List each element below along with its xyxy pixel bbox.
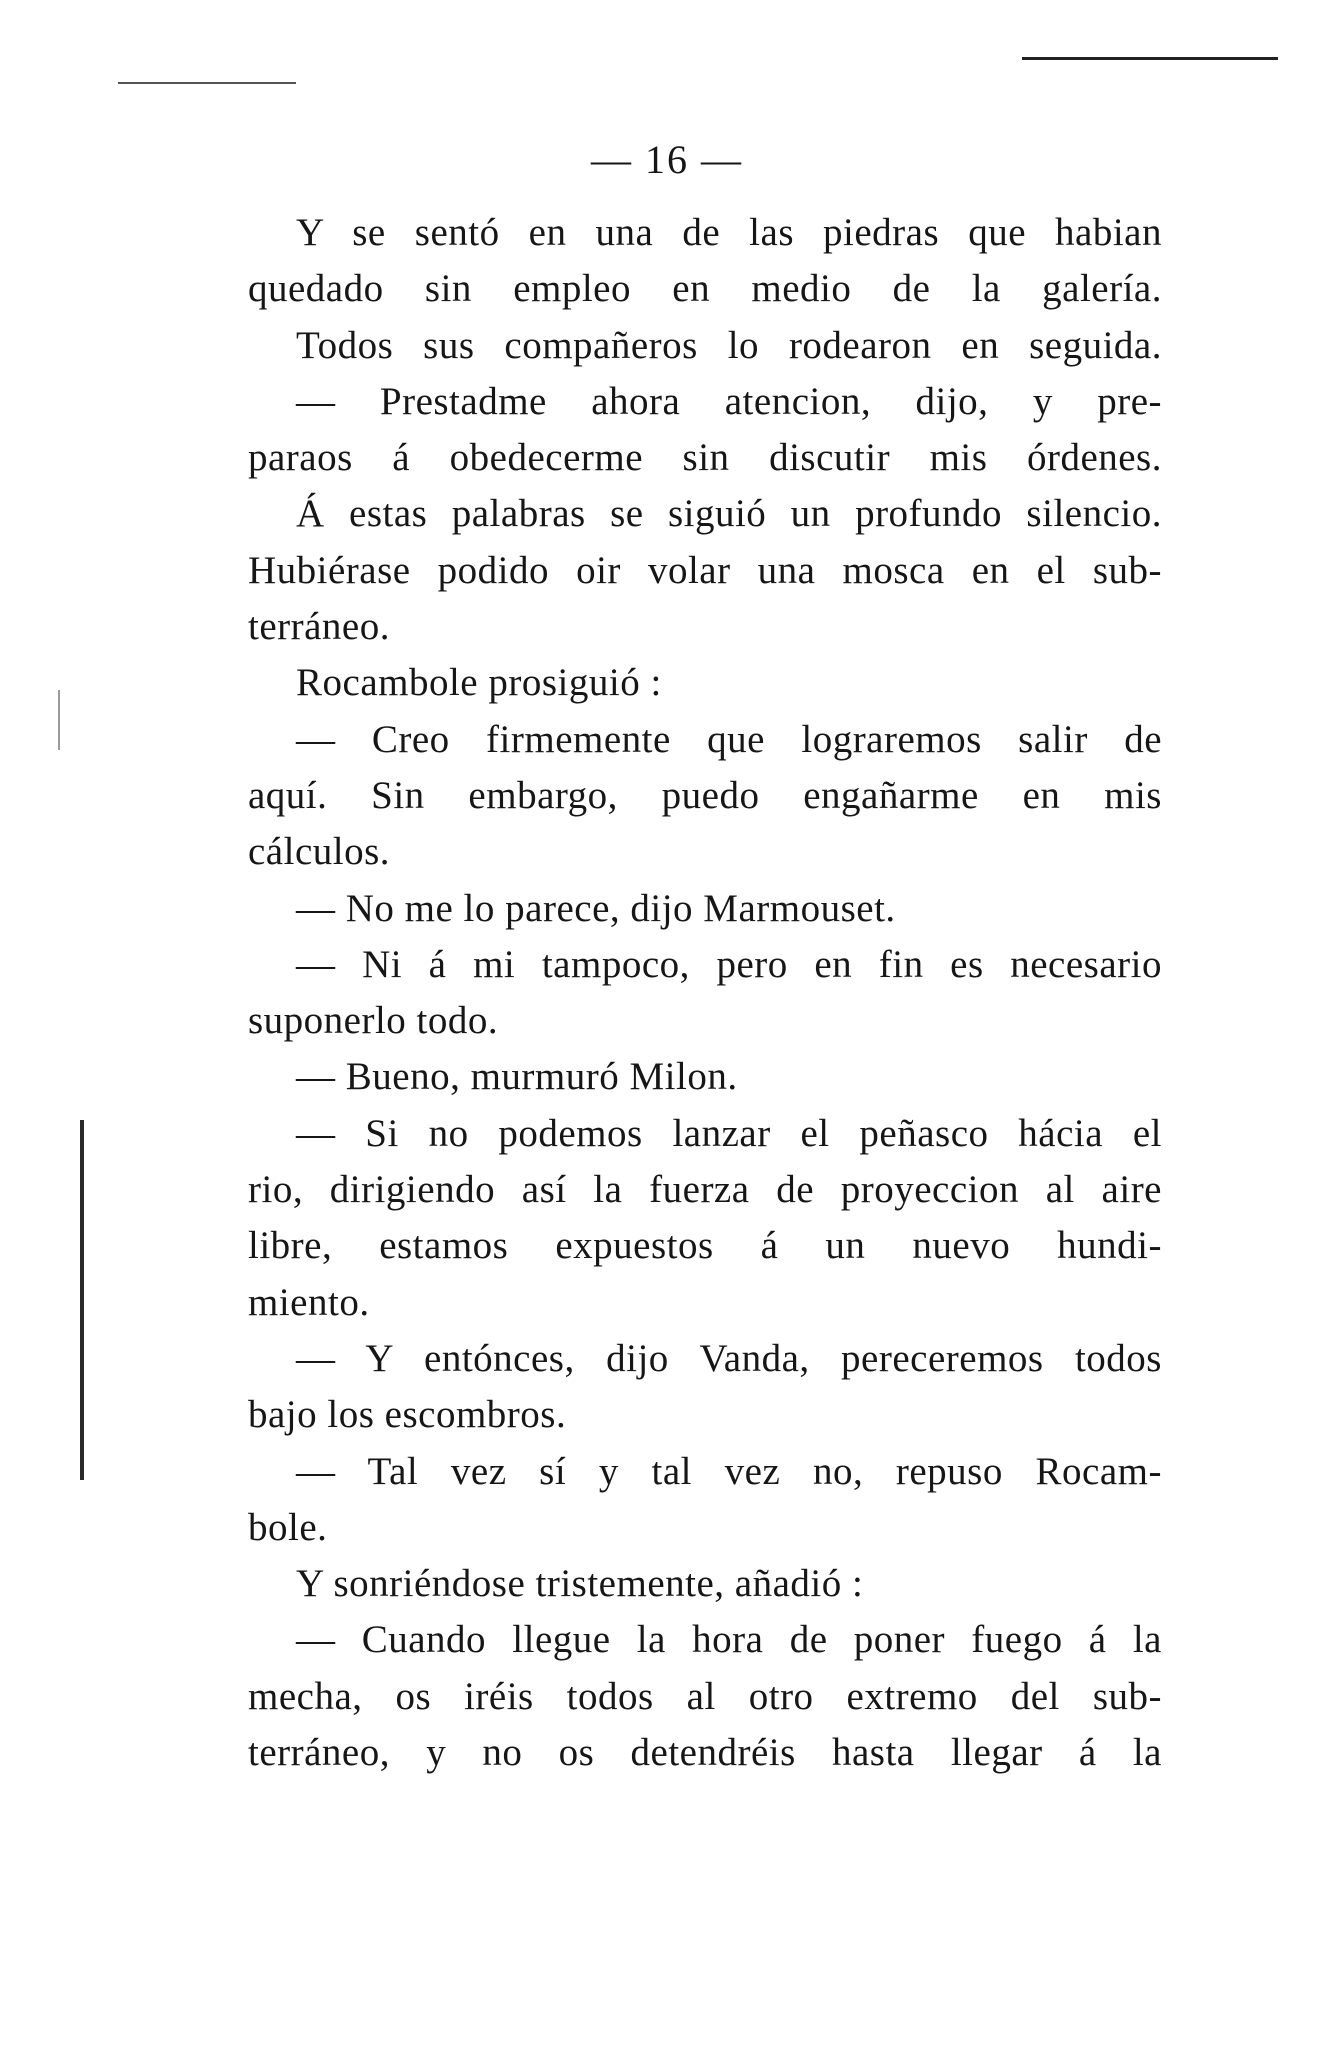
text-line: terráneo.	[248, 605, 390, 649]
text-line: — Tal vez sí y tal vez no, repuso Rocam-	[296, 1449, 1162, 1493]
body-text	[248, 205, 1162, 1781]
text-line: terráneo, y no os detendréis hasta llegar á la	[248, 1731, 1162, 1775]
text-line: rio, dirigiendo así la fuerza de proyeccion al aire	[248, 1168, 1162, 1212]
text-line: aquí. Sin embargo, puedo engañarme en mis	[248, 773, 1162, 817]
text-line: — Creo firmemente que lograremos salir de	[296, 717, 1162, 761]
text-line: Rocambole prosiguió :	[296, 661, 662, 705]
text-line: — Si no podemos lanzar el peñasco hácia el	[296, 1111, 1162, 1155]
text-line: — No me lo parece, dijo Marmouset.	[296, 886, 896, 930]
text-line: miento.	[248, 1280, 370, 1324]
text-line: — Ni á mi tampoco, pero en fin es necesario	[296, 942, 1162, 986]
text-line: mecha, os iréis todos al otro extremo del sub-	[248, 1674, 1162, 1718]
text-line: Todos sus compañeros lo rodearon en seguida.	[296, 323, 1162, 367]
text-line: quedado sin empleo en medio de la galería.	[248, 267, 1162, 311]
text-line: Á estas palabras se siguió un profundo silencio.	[296, 492, 1162, 536]
text-line: Y sonriéndose tristemente, añadió :	[296, 1562, 864, 1606]
text-line: — Cuando llegue la hora de poner fuego á la	[296, 1618, 1162, 1662]
top-left-rule	[118, 82, 296, 84]
margin-mark	[58, 690, 60, 750]
text-line: Hubiérase podido oir volar una mosca en el sub-	[248, 548, 1162, 592]
text-line: bajo los escombros.	[248, 1393, 567, 1437]
page-number-header: — 16 —	[591, 137, 743, 182]
text-line: paraos á obedecerme sin discutir mis órdenes.	[248, 436, 1162, 480]
text-line: cálculos.	[248, 830, 391, 874]
margin-bar	[80, 1120, 84, 1480]
text-line: suponerlo todo.	[248, 999, 499, 1043]
top-right-rule	[1022, 57, 1278, 60]
text-line: — Prestadme ahora atencion, dijo, y pre-	[296, 379, 1162, 423]
text-line: Y se sentó en una de las piedras que habian	[296, 211, 1162, 254]
text-line: libre, estamos expuestos á un nuevo hundi-	[248, 1224, 1162, 1268]
text-line: bole.	[248, 1505, 328, 1549]
text-line: — Bueno, murmuró Milon.	[296, 1055, 738, 1099]
text-line: — Y entónces, dijo Vanda, pereceremos todos	[296, 1336, 1162, 1380]
